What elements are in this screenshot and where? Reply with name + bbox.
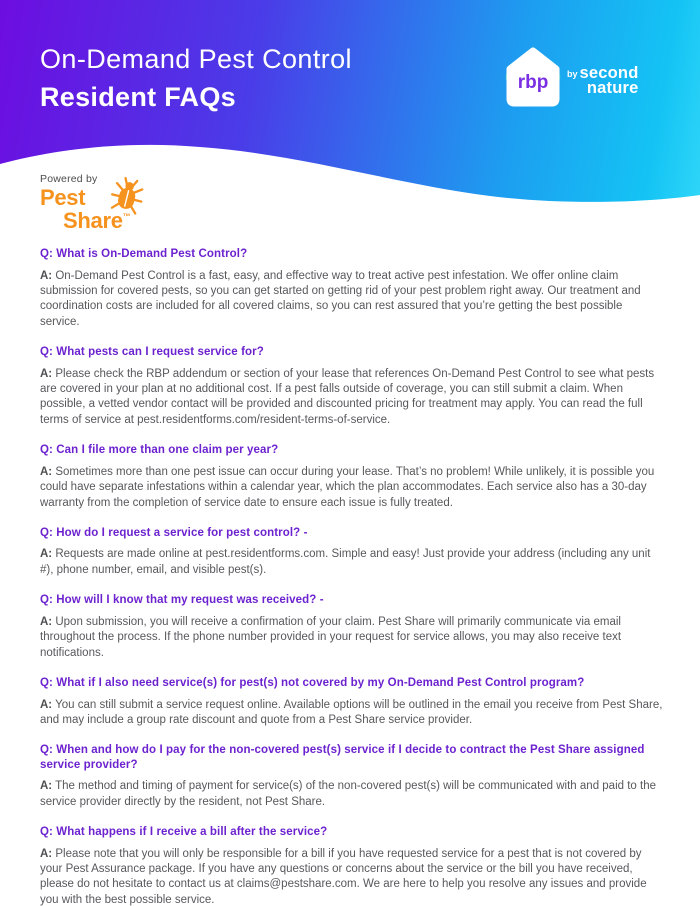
rbp-house-icon — [505, 46, 561, 108]
faq-item — [40, 443, 663, 511]
faq-question: Q: What pests can I request service for? — [40, 346, 264, 359]
faq-answer — [40, 847, 663, 906]
faq-question: Q: What is On-Demand Pest Control? — [40, 248, 248, 260]
answer-text: Please check the RBP addendum or section of your lease that references On-Demand Pest Control to see what pests are covered in your plan at no additional cost. If a pest falls outside of coverage, you can still submit a claim. When possible, a vetted vendor contact will be provided and discounted pricing for treatment may apply. You can read the full terms of service at pest.residentforms.com/resident-terms-of-service. — [40, 367, 655, 426]
second-nature-word-1: second — [579, 64, 639, 82]
faq-item — [40, 593, 663, 661]
answer-text: On-Demand Pest Control is a fast, easy, and effective way to treat active pest infestation. We offer online claim submission for covered pests, so you can get started on getting rid of your pest problem right away. Our treatment and coordination costs are included for all covered claims, so you can rest assured that you’re getting the best possible service. — [40, 269, 641, 328]
powered-by-label: Powered by — [40, 173, 98, 185]
answer-prefix: A: — [40, 367, 53, 380]
answer-text: Requests are made online at pest.residentforms.com. Simple and easy! Just provide your address (including any unit #), phone number, email, and visible pest(s). — [40, 548, 651, 576]
faq-answer — [40, 698, 663, 729]
pest-share-word-2: Share — [63, 208, 123, 233]
hero-titles — [40, 44, 352, 112]
answer-text: Please note that you will only be responsible for a bill if you have requested service for a pest that is not covered by your Pest Assurance package. If you have any questions or concerns about the service or the bill you have received, please do not hesitate to contact us at claims@pestshare.com. We are here to help you resolve any issues and provide you with the best possible service. — [40, 847, 647, 906]
page-title: On-Demand Pest Control — [40, 44, 352, 74]
faq-question: Q: What if I also need service(s) for pest(s) not covered by my On-Demand Pest Control program? — [40, 677, 585, 689]
faq-item — [40, 526, 663, 578]
answer-prefix: A: — [40, 847, 53, 860]
faq-question: Q: Can I file more than one claim per year? — [40, 444, 279, 457]
page-subtitle: Resident FAQs — [40, 82, 236, 112]
answer-prefix: A: — [40, 269, 53, 282]
faq-item — [40, 345, 663, 428]
byline-by: by — [567, 69, 578, 79]
answer-prefix: A: — [40, 780, 53, 793]
rbp-logo-text: rbp — [517, 72, 549, 93]
trademark-symbol: ™ — [122, 212, 131, 221]
faq-question: Q: How do I request a service for pest control? - — [40, 526, 308, 539]
faq-item — [40, 247, 663, 330]
faq-answer — [40, 465, 663, 511]
pest-share-word-1: Pest — [40, 185, 86, 210]
second-nature-word-2: nature — [586, 79, 639, 97]
faq-answer — [40, 269, 663, 331]
second-nature-logo — [567, 66, 638, 96]
faq-item — [40, 676, 663, 728]
pest-share-word-1-row — [40, 187, 190, 210]
answer-prefix: A: — [40, 465, 53, 478]
faq-answer — [40, 367, 663, 429]
pest-share-wordmark — [40, 187, 190, 233]
answer-prefix: A: — [40, 698, 53, 711]
faq-item — [40, 743, 663, 810]
faq-answer — [40, 779, 663, 810]
answer-prefix: A: — [40, 615, 53, 628]
faq-item — [40, 825, 663, 906]
second-nature-wordmark — [580, 66, 639, 96]
answer-text: The method and timing of payment for service(s) of the non-covered pest(s) will be communicated with and paid to the service provider directly by the resident, not Pest Share. — [40, 780, 656, 808]
faq-question: Q: When and how do I pay for the non-covered pest(s) service if I decide to contract the Pest Share assigned service provider? — [40, 744, 645, 771]
rbp-logo — [505, 46, 561, 108]
answer-text: Upon submission, you will receive a confirmation of your claim. Pest Share will primarily communicate via email throughout the process. If the phone number provided in your request for service allows, you may also receive text notifications. — [40, 615, 622, 659]
pest-share-logo — [40, 173, 190, 233]
faq-question: Q: How will I know that my request was received? - — [40, 594, 324, 607]
answer-prefix: A: — [40, 548, 53, 561]
faq-question: Q: What happens if I receive a bill after the service? — [40, 826, 328, 839]
answer-text: Sometimes more than one pest issue can occur during your lease. That’s no problem! While unlikely, it is possible you could have separate infestations within a calendar year, which the plan accommodates. Each service also has a 30-day warranty from the completion of service date to ensure each issue is fully treated. — [40, 465, 655, 509]
faq-list — [40, 247, 663, 906]
faq-answer — [40, 615, 663, 661]
faq-answer — [40, 547, 663, 578]
answer-text: You can still submit a service request online. Available options will be outlined in the email you receive from Pest Share, and may include a group rate discount and quote from a Pest Share service provider. — [40, 698, 663, 726]
